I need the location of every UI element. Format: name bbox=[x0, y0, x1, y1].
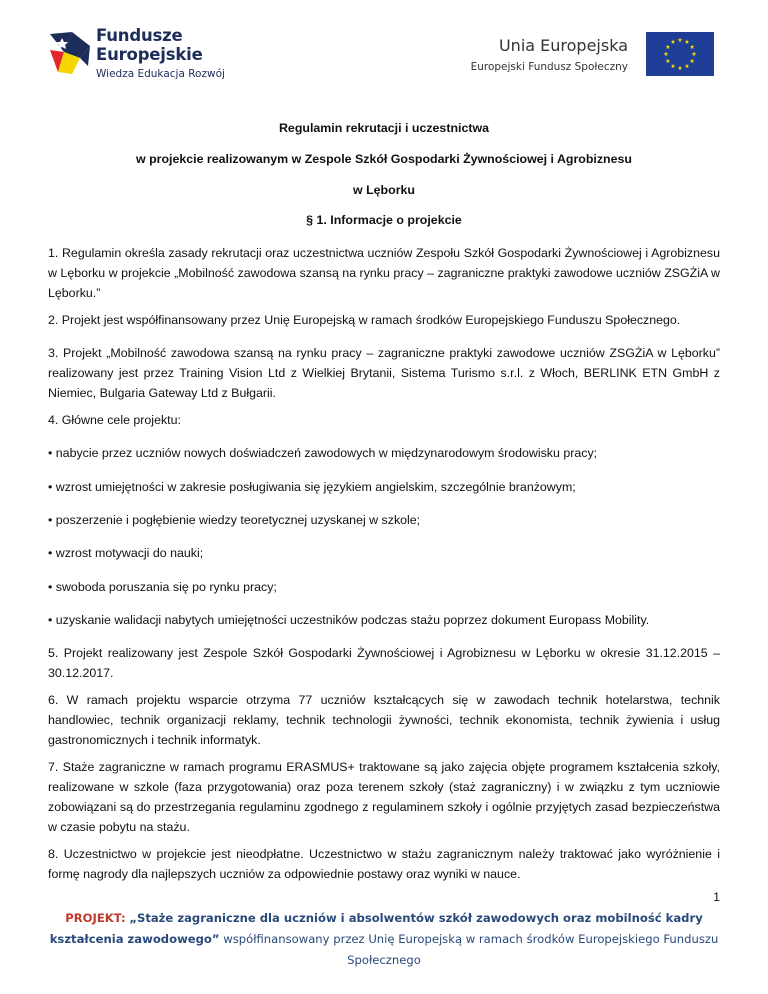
paragraph-5: 5. Projekt realizowany jest Zespole Szkół Gospodarki Żywnościowej i Agrobiznesu w Lęborku w okresie 31.12.2015 – 30.12.2017. bbox=[48, 646, 720, 680]
document-subtitle: w projekcie realizowanym w Zespole Szkół Gospodarki Żywnościowej i Agrobiznesu bbox=[136, 152, 632, 166]
document-title: Regulamin rekrutacji i uczestnictwa bbox=[278, 121, 490, 135]
paragraph-7: 7. Staże zagraniczne w ramach programu ERASMUS+ traktowane są jako zajęcia objęte programem kształcenia szkoły, realizowane w szkole (faza przygotowania) oraz poza terenem szkoły (staż zagraniczny) i w związku z tym uczniowie zobowiązani są do przestrzegania regulaminu zgodnego z regulaminem szkoły i ogólnie przyjętych zasad bezpieczeństwa w czasie pobytu na stażu. bbox=[48, 760, 720, 834]
section-heading: § 1. Informacje o projekcie bbox=[306, 213, 462, 227]
eu-star bbox=[690, 59, 695, 63]
ue-logo-title: Unia Europejska bbox=[498, 36, 628, 55]
fundusze-europejskie-logo bbox=[50, 26, 250, 86]
eu-star bbox=[671, 39, 676, 43]
eu-star bbox=[690, 45, 695, 49]
fe-logo-line2: Europejskie bbox=[96, 44, 203, 64]
eu-star bbox=[664, 52, 669, 56]
footer-funding-note: współfinansowany przez Unię Europejską w ramach środków Europejskiego Funduszu Społecznego bbox=[223, 932, 719, 967]
eu-star bbox=[685, 39, 690, 43]
eu-star bbox=[666, 59, 671, 63]
unia-europejska-logo bbox=[470, 32, 714, 76]
fundusze-europejskie-emblem-icon bbox=[50, 28, 92, 74]
paragraph-4: 4. Główne cele projektu: bbox=[48, 413, 181, 427]
eu-star bbox=[671, 64, 676, 68]
fe-logo-line1: Fundusze bbox=[96, 26, 183, 45]
eu-star bbox=[666, 45, 671, 49]
paragraph-3: 3. Projekt „Mobilność zawodowa szansą na rynku pracy – zagraniczne praktyki zawodowe uczniów ZSGŻiA w Lęborku” realizowany jest przez Training Vision Ltd z Wielkiej Brytanii, Sistema Turismo s.r.l. z Włoch, BERLINK ETN GmbH z Niemiec, Bulgaria Gateway Ltd z Bułgarii. bbox=[48, 346, 720, 400]
footer-label: PROJEKT: bbox=[65, 911, 126, 925]
page-number: 1 bbox=[713, 890, 720, 904]
bullet-item: • wzrost motywacji do nauki; bbox=[48, 546, 204, 560]
ue-logo-subtitle: Europejski Fundusz Społeczny bbox=[470, 61, 628, 73]
paragraph-8: 8. Uczestnictwo w projekcie jest nieodpłatne. Uczestnictwo w stażu zagranicznym należy traktować jako wyróżnienie i formę nagrody dla najlepszych uczniów za odpowiednie postawy oraz wyniki w nauce. bbox=[48, 847, 720, 881]
document-location: w Lęborku bbox=[353, 183, 415, 197]
eu-star bbox=[678, 66, 683, 70]
paragraph-2: 2. Projekt jest współfinansowany przez Unię Europejską w ramach środków Europejskiego Funduszu Społecznego. bbox=[48, 313, 681, 327]
fe-logo-tagline: Wiedza Edukacja Rozwój bbox=[96, 68, 225, 80]
paragraph-6: 6. W ramach projektu wsparcie otrzyma 77 uczniów kształcących się w zawodach technik hotelarstwa, technik handlowiec, technik organizacji reklamy, technik technologii żywności, technik ekonomista, technik żywienia i usług gastronomicznych i technik informatyk. bbox=[48, 693, 720, 747]
bullet-item: • nabycie przez uczniów nowych doświadczeń zawodowych w międzynarodowym środowisku pracy; bbox=[48, 446, 598, 460]
paragraph-1: 1. Regulamin określa zasady rekrutacji oraz uczestnictwa uczniów Zespołu Szkół Gospodarki Żywnościowej i Agrobiznesu w Lęborku w projekcie „Mobilność zawodowa szansą na rynku pracy – zagraniczne praktyki zawodowe uczniów ZSGŻiA w Lęborku.” bbox=[48, 246, 720, 300]
bullet-item: • uzyskanie walidacji nabytych umiejętności uczestników podczas stażu poprzez dokument Europass Mobility. bbox=[48, 613, 650, 627]
bullet-item: • swoboda poruszania się po rynku pracy; bbox=[48, 580, 277, 594]
eu-flag-icon bbox=[646, 32, 714, 76]
bullet-item: • wzrost umiejętności w zakresie posługiwania się językiem angielskim, szczególnie branżowym; bbox=[48, 480, 576, 494]
eu-star bbox=[678, 38, 683, 42]
bullet-item: • poszerzenie i pogłębienie wiedzy teoretycznej uzyskanej w szkole; bbox=[48, 513, 421, 527]
page-footer bbox=[48, 908, 720, 971]
eu-star bbox=[685, 64, 690, 68]
eu-star bbox=[692, 52, 697, 56]
footer-project-title: „Staże zagraniczne dla uczniów i absolwentów szkół zawodowych oraz mobilność kadry kształcenia zawodowego” bbox=[49, 911, 703, 946]
